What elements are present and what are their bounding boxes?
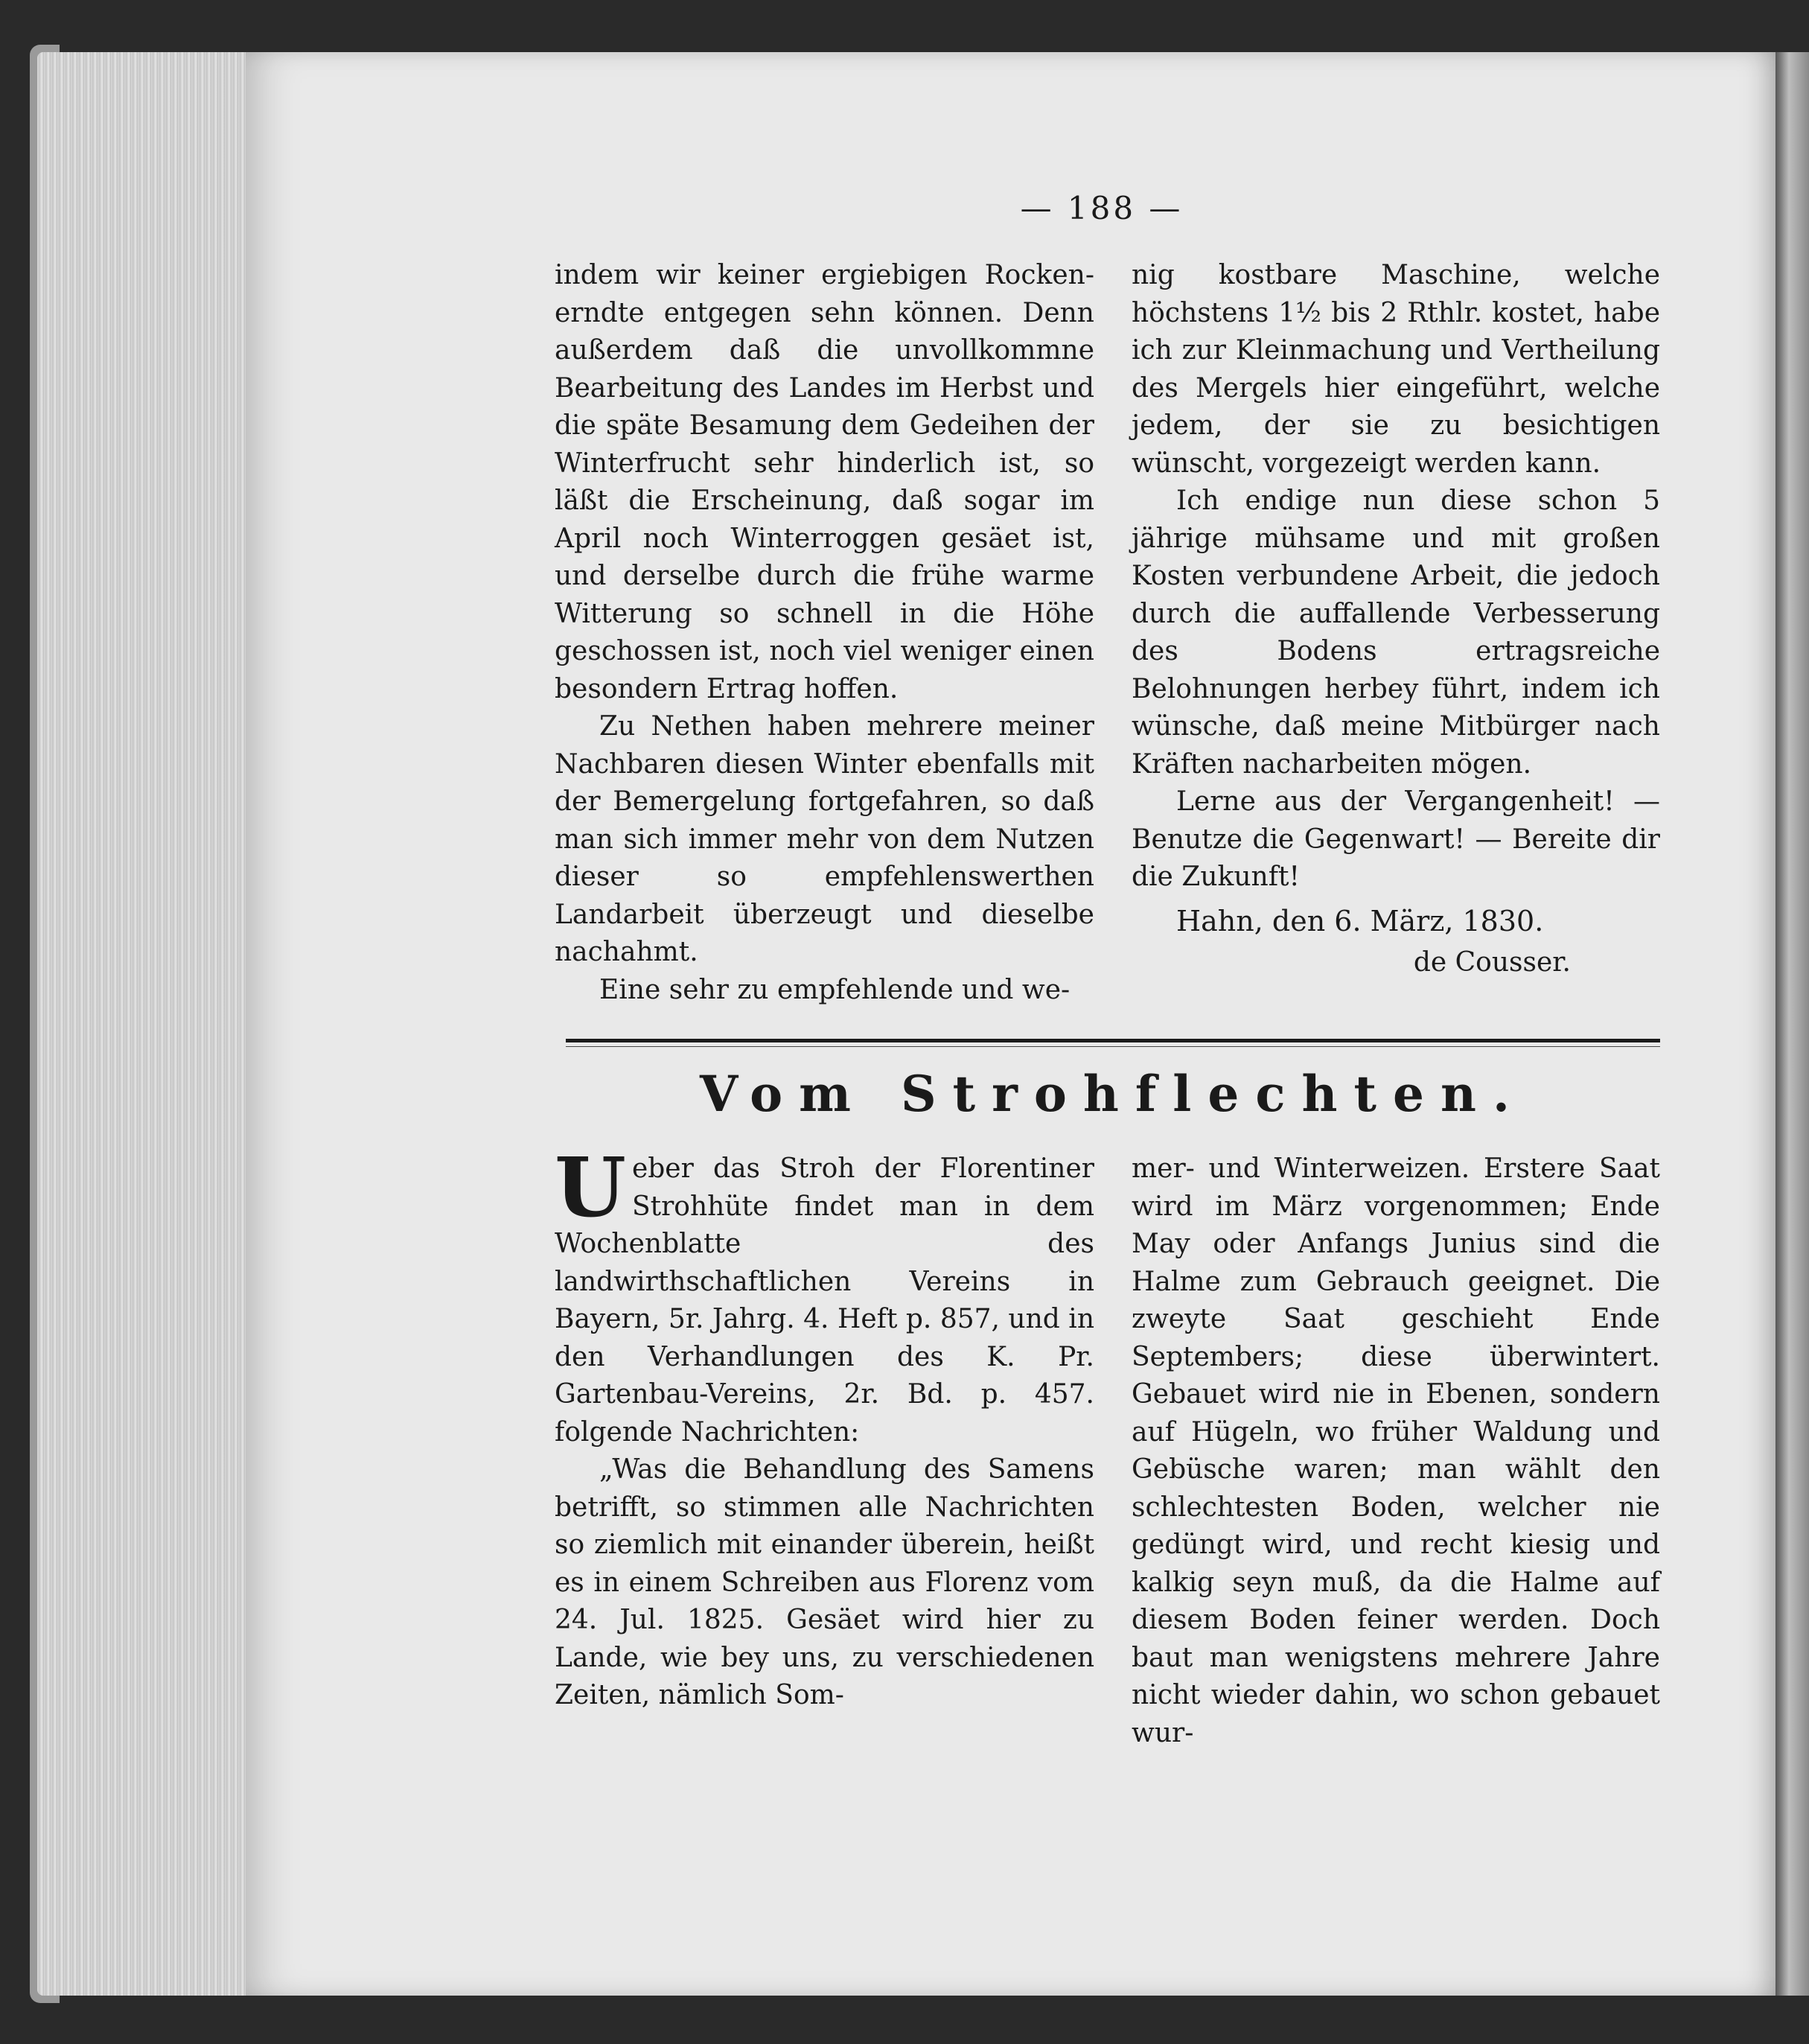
drop-cap: U xyxy=(555,1139,626,1235)
dateline: Hahn, den 6. März, 1830. xyxy=(1176,904,1544,937)
signature: de Cousser. xyxy=(1413,947,1571,978)
paragraph: Eine sehr zu empfehlende und we- xyxy=(599,974,1071,1005)
column-bottom-left xyxy=(555,1139,1094,1715)
paragraph: mer- und Winterweizen. Erstere Saat wird im März vorgenommen; Ende May oder Anfangs Junius sind die Halme zum Gebrauch geeignet. Die zweyte Saat geschieht Ende Septembers; diese überwintert. Gebauet wird nie in Ebenen, sondern auf Hügeln, wo früher Waldung und Gebüsche waren; man wählt den schlechtesten Boden, welcher nie gedüngt wird, und recht kiesig und kalkig seyn muß, da die Halme auf diesem Boden feiner werden. Doch baut man wenigstens mehrere Jahre nicht wieder dahin, wo schon gebauet wur- xyxy=(1132,1153,1660,1748)
page-right-edge xyxy=(1776,52,1809,1996)
paragraph: nig kostbare Maschine, welche höchstens 1½ bis 2 Rthlr. kostet, habe ich zur Kleinmachung und Vertheilung des Mergels hier eingeführt, welche jedem, der sie zu besichtigen wünscht, vorgezeigt werden kann. xyxy=(1132,260,1660,479)
book-page-stack xyxy=(37,52,253,1996)
paragraph: Lerne aus der Vergangenheit! — Benutze die Gegenwart! — Bereite dir die Zukunft! xyxy=(1132,786,1660,892)
paragraph: Ich endige nun diese schon 5 jährige mühsame und mit großen Kosten verbundene Arbeit, die jedoch durch die auffallende Verbesserung des Bodens ertragsreiche Belohnungen herbey führt, indem ich wünsche, daß meine Mitbürger nach Kräften nacharbeiten mögen. xyxy=(1132,485,1660,780)
paragraph: Zu Nethen haben mehrere meiner Nachbaren diesen Winter ebenfalls mit der Bemergelung fortgefahren, so daß man sich immer mehr von dem Nutzen dieser so empfehlenswerthen Landarbeit überzeugt und dieselbe nachahmt. xyxy=(555,711,1094,967)
paragraph xyxy=(555,1139,1094,1451)
paragraph: „Was die Behandlung des Samens betrifft, so stimmen alle Nachrichten so ziemlich mit einander überein, heißt es in einem Schreiben aus Florenz vom 24. Jul. 1825. Gesäet wird hier zu Lande, wie bey uns, zu verschiedenen Zeiten, nämlich Som- xyxy=(555,1454,1094,1710)
column-bottom-right xyxy=(1132,1150,1660,1752)
paragraph-text: eber das Stroh der Florentiner Strohhüte findet man in dem Wochenblatte des landwirthschaftlichen Vereins in Bayern, 5r. Jahrg. 4. Heft p. 857, und in den Verhandlungen des K. Pr. Gartenbau-Vereins, 2r. Bd. p. 457. folgende Nachrichten: xyxy=(555,1153,1094,1448)
page-number: — 188 — xyxy=(1020,190,1184,226)
column-top-left xyxy=(555,257,1094,1009)
section-divider-thin xyxy=(566,1046,1660,1047)
paragraph: indem wir keiner ergiebigen Rocken-erndte entgegen sehn können. Denn außerdem daß die unvollkommne Bearbeitung des Landes im Herbst und die späte Besamung dem Gedeihen der Winterfrucht sehr hinderlich ist, so läßt die Erscheinung, daß sogar im April noch Winterroggen gesäet ist, und derselbe durch die frühe warme Witterung so schnell in die Höhe geschossen ist, noch viel weniger einen besondern Ertrag hoffen. xyxy=(555,260,1094,704)
section-heading: Vom Strohflechten. xyxy=(700,1065,1526,1123)
column-top-right xyxy=(1132,257,1660,982)
section-divider xyxy=(566,1039,1660,1042)
